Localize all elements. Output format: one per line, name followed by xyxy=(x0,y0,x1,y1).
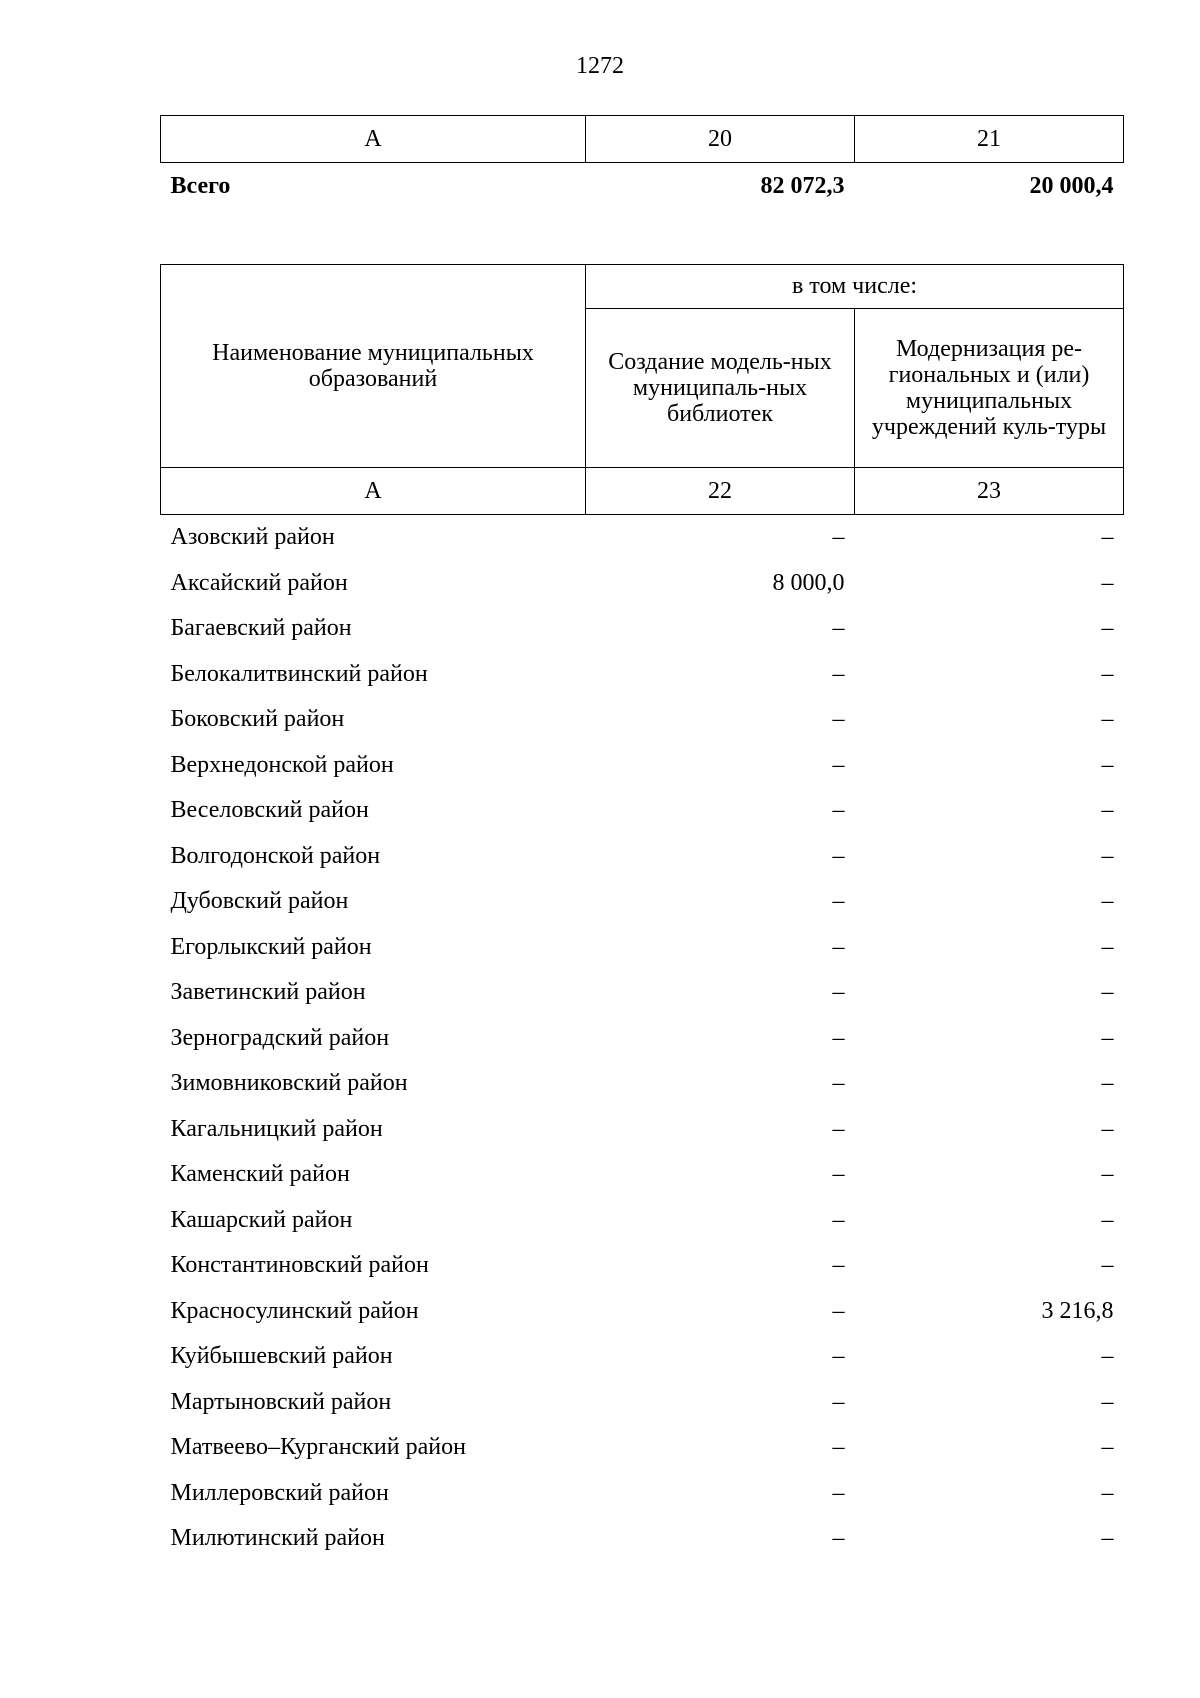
page-number: 1272 xyxy=(576,53,624,79)
value-col23: – xyxy=(1101,888,1114,915)
municipality-name: Мартыновский район xyxy=(170,1388,392,1415)
table-row xyxy=(161,697,1124,743)
municipality-name: Миллеровский район xyxy=(170,1479,389,1506)
index-cell-a: А xyxy=(161,116,586,163)
table-header xyxy=(161,265,1124,515)
value-col23: 3 216,8 xyxy=(1041,1297,1114,1324)
municipality-name: Кашарский район xyxy=(170,1206,353,1233)
table-row xyxy=(161,1243,1124,1289)
value-col23: – xyxy=(1101,706,1114,733)
value-col22: 8 000,0 xyxy=(772,569,845,596)
header-group-label: в том числе: xyxy=(586,265,1124,309)
table-row xyxy=(161,561,1124,607)
municipality-name: Боковский район xyxy=(170,706,345,733)
table-row xyxy=(161,788,1124,834)
table-row xyxy=(161,743,1124,789)
value-col22: – xyxy=(832,1070,845,1097)
value-col23: – xyxy=(1101,1479,1114,1506)
value-col23: – xyxy=(1101,615,1114,642)
table-row xyxy=(161,1380,1124,1426)
value-col22: – xyxy=(832,1161,845,1188)
table-row xyxy=(161,1289,1124,1335)
municipality-name: Белокалитвинский район xyxy=(170,660,428,687)
table-row xyxy=(161,970,1124,1016)
total-label: Всего xyxy=(170,172,231,199)
municipality-name: Зимовниковский район xyxy=(170,1070,408,1097)
value-col22: – xyxy=(832,933,845,960)
municipality-name: Матвеево–Курганский район xyxy=(170,1434,466,1461)
index-cell-20: 20 xyxy=(586,116,855,163)
index-cell-23: 23 xyxy=(855,468,1124,515)
value-col23: – xyxy=(1101,933,1114,960)
value-col22: – xyxy=(832,1434,845,1461)
municipality-name: Зерноградский район xyxy=(170,1024,390,1051)
municipality-name: Каменский район xyxy=(170,1161,350,1188)
table-row xyxy=(161,606,1124,652)
value-col23: – xyxy=(1101,842,1114,869)
value-col22: – xyxy=(832,1525,845,1552)
index-cell-21: 21 xyxy=(855,116,1124,163)
municipality-name: Милютинский район xyxy=(170,1525,385,1552)
value-col23: – xyxy=(1101,979,1114,1006)
table-row xyxy=(161,834,1124,880)
table-row xyxy=(161,1061,1124,1107)
value-col23: – xyxy=(1101,797,1114,824)
total-row xyxy=(161,163,1124,210)
table-row xyxy=(161,1198,1124,1244)
municipality-name: Красносулинский район xyxy=(170,1297,419,1324)
value-col23: – xyxy=(1101,1070,1114,1097)
value-col23: – xyxy=(1101,1388,1114,1415)
value-col23: – xyxy=(1101,1161,1114,1188)
value-col22: – xyxy=(832,1206,845,1233)
header-col23: Модернизация ре-гиональных и (или) муниципальных учреждений куль-туры xyxy=(855,309,1124,468)
index-cell-22: 22 xyxy=(586,468,855,515)
municipality-name: Веселовский район xyxy=(170,797,369,824)
total-col21: 20 000,4 xyxy=(1029,172,1114,199)
value-col22: – xyxy=(832,660,845,687)
total-col20: 82 072,3 xyxy=(760,172,845,199)
table-row xyxy=(161,879,1124,925)
value-col23: – xyxy=(1101,524,1114,551)
table-row xyxy=(161,1152,1124,1198)
value-col23: – xyxy=(1101,1024,1114,1051)
value-col22: – xyxy=(832,797,845,824)
value-col22: – xyxy=(832,1252,845,1279)
table-row xyxy=(161,515,1124,561)
table-row xyxy=(161,1425,1124,1471)
value-col22: – xyxy=(832,751,845,778)
municipal-table xyxy=(160,264,1124,1562)
municipality-name: Азовский район xyxy=(170,524,335,551)
municipality-name: Куйбышевский район xyxy=(170,1343,393,1370)
column-index-row xyxy=(161,116,1124,163)
value-col23: – xyxy=(1101,1343,1114,1370)
table-row xyxy=(161,925,1124,971)
municipality-name: Егорлыкский район xyxy=(170,933,372,960)
municipality-name: Багаевский район xyxy=(170,615,352,642)
summary-table xyxy=(160,115,1124,209)
value-col23: – xyxy=(1101,1115,1114,1142)
value-col23: – xyxy=(1101,1434,1114,1461)
table-row xyxy=(161,652,1124,698)
municipality-name: Аксайский район xyxy=(170,569,348,596)
value-col22: – xyxy=(832,706,845,733)
municipality-name: Дубовский район xyxy=(170,888,349,915)
table-body xyxy=(161,515,1124,1562)
value-col23: – xyxy=(1101,1252,1114,1279)
value-col23: – xyxy=(1101,569,1114,596)
value-col22: – xyxy=(832,1297,845,1324)
municipality-name: Константиновский район xyxy=(170,1252,429,1279)
value-col22: – xyxy=(832,615,845,642)
value-col22: – xyxy=(832,888,845,915)
table-row xyxy=(161,1516,1124,1562)
index-cell-a: А xyxy=(161,468,586,515)
value-col23: – xyxy=(1101,1525,1114,1552)
value-col22: – xyxy=(832,1479,845,1506)
table-row xyxy=(161,1016,1124,1062)
value-col22: – xyxy=(832,979,845,1006)
value-col22: – xyxy=(832,524,845,551)
municipality-name: Верхнедонской район xyxy=(170,751,394,778)
table-row xyxy=(161,1334,1124,1380)
value-col23: – xyxy=(1101,751,1114,778)
municipality-name: Волгодонской район xyxy=(170,842,381,869)
value-col22: – xyxy=(832,1024,845,1051)
municipality-name: Кагальницкий район xyxy=(170,1115,383,1142)
header-name-column: Наименование муниципальных образований xyxy=(161,265,586,468)
table-row xyxy=(161,1471,1124,1517)
value-col22: – xyxy=(832,842,845,869)
municipality-name: Заветинский район xyxy=(170,979,366,1006)
value-col23: – xyxy=(1101,660,1114,687)
value-col22: – xyxy=(832,1388,845,1415)
table-row xyxy=(161,1107,1124,1153)
header-col22: Создание модель-ных муниципаль-ных библиотек xyxy=(586,309,855,468)
value-col22: – xyxy=(832,1343,845,1370)
value-col22: – xyxy=(832,1115,845,1142)
value-col23: – xyxy=(1101,1206,1114,1233)
